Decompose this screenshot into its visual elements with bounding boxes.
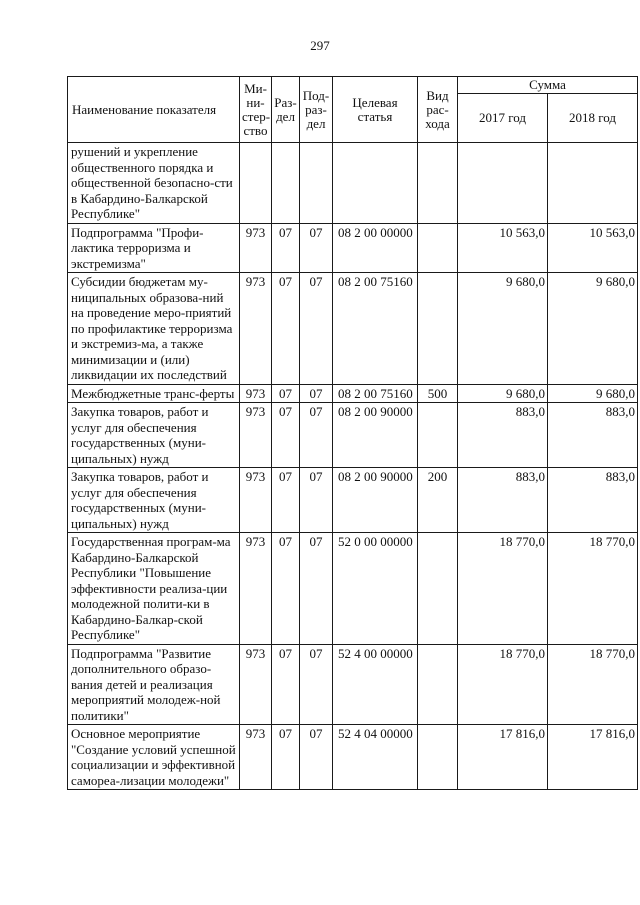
row-2017: 18 770,0 [458,644,548,725]
row-subsection: 07 [300,403,333,468]
row-2018: 10 563,0 [548,223,638,273]
header-ministry: Ми- ни- стер- ство [240,77,272,143]
header-target: Целевая статья [333,77,418,143]
row-2018: 18 770,0 [548,644,638,725]
row-type [418,725,458,790]
row-name: Подпрограмма "Профи-лактика терроризма и экстремизма" [68,223,240,273]
row-target: 08 2 00 75160 [333,273,418,385]
row-ministry: 973 [240,644,272,725]
row-name: Государственная програм-ма Кабардино-Балкарской Республики "Повышение эффективности реализа-ции молодежной полити-ки в Кабардино-Балкар-ской Республике" [68,533,240,645]
row-subsection [300,143,333,224]
table-row [68,223,638,273]
row-2017: 883,0 [458,468,548,533]
row-ministry: 973 [240,533,272,645]
row-type [418,143,458,224]
row-2018: 883,0 [548,468,638,533]
header-sum: Сумма [458,77,638,94]
row-2018: 9 680,0 [548,273,638,385]
row-name: Межбюджетные транс-ферты [68,384,240,403]
page-number: 297 [310,38,330,53]
row-target: 08 2 00 75160 [333,384,418,403]
row-section: 07 [272,533,300,645]
budget-table [67,76,638,790]
row-2018: 883,0 [548,403,638,468]
row-type [418,644,458,725]
row-target: 52 4 04 00000 [333,725,418,790]
row-section: 07 [272,468,300,533]
row-2017: 10 563,0 [458,223,548,273]
row-ministry: 973 [240,384,272,403]
row-2018: 9 680,0 [548,384,638,403]
row-section: 07 [272,273,300,385]
row-ministry: 973 [240,223,272,273]
row-target: 08 2 00 00000 [333,223,418,273]
row-target: 08 2 00 90000 [333,403,418,468]
row-ministry: 973 [240,273,272,385]
row-name: Закупка товаров, работ и услуг для обеспечения государственных (муни-ципальных) нужд [68,468,240,533]
header-name: Наименование показателя [68,77,240,143]
row-target [333,143,418,224]
row-type [418,223,458,273]
table-row [68,725,638,790]
row-subsection: 07 [300,644,333,725]
row-section: 07 [272,223,300,273]
row-2017: 17 816,0 [458,725,548,790]
row-type [418,273,458,385]
row-name: Основное мероприятие "Создание условий успешной социализации и эффективной самореа-лизации молодежи" [68,725,240,790]
row-name: Подпрограмма "Развитие дополнительного образо-вания детей и реализация мероприятий молодеж-ной политики" [68,644,240,725]
row-subsection: 07 [300,725,333,790]
row-subsection: 07 [300,468,333,533]
header-2018: 2018 год [548,94,638,143]
row-target: 52 0 00 00000 [333,533,418,645]
row-ministry: 973 [240,725,272,790]
row-2017 [458,143,548,224]
table-row [68,273,638,385]
row-subsection: 07 [300,223,333,273]
row-subsection: 07 [300,273,333,385]
row-target: 52 4 00 00000 [333,644,418,725]
header-2017: 2017 год [458,94,548,143]
row-name: Закупка товаров, работ и услуг для обеспечения государственных (муни-ципальных) нужд [68,403,240,468]
row-subsection: 07 [300,533,333,645]
row-type [418,533,458,645]
row-2018: 17 816,0 [548,725,638,790]
row-2018: 18 770,0 [548,533,638,645]
row-target: 08 2 00 90000 [333,468,418,533]
header-section: Раз- дел [272,77,300,143]
row-ministry [240,143,272,224]
row-subsection: 07 [300,384,333,403]
row-section: 07 [272,384,300,403]
row-2017: 883,0 [458,403,548,468]
table-row [68,644,638,725]
row-name: рушений и укрепление общественного порядка и общественной безопасно-сти в Кабардино-Балкарской Республике" [68,143,240,224]
row-type: 200 [418,468,458,533]
row-type: 500 [418,384,458,403]
row-ministry: 973 [240,403,272,468]
row-section: 07 [272,644,300,725]
header-type: Вид рас- хода [418,77,458,143]
row-2017: 9 680,0 [458,384,548,403]
table-row [68,403,638,468]
row-2018 [548,143,638,224]
row-section [272,143,300,224]
row-type [418,403,458,468]
table-row [68,533,638,645]
table-row [68,384,638,403]
row-ministry: 973 [240,468,272,533]
row-section: 07 [272,725,300,790]
header-subsection: Под- раз- дел [300,77,333,143]
table-row [68,468,638,533]
row-section: 07 [272,403,300,468]
row-2017: 18 770,0 [458,533,548,645]
table-row [68,143,638,224]
row-name: Субсидии бюджетам му-ниципальных образова-ний на проведение меро-приятий по профилактике терроризма и экстремиз-ма, а также минимизации и (или) ликвидации их последствий [68,273,240,385]
row-2017: 9 680,0 [458,273,548,385]
